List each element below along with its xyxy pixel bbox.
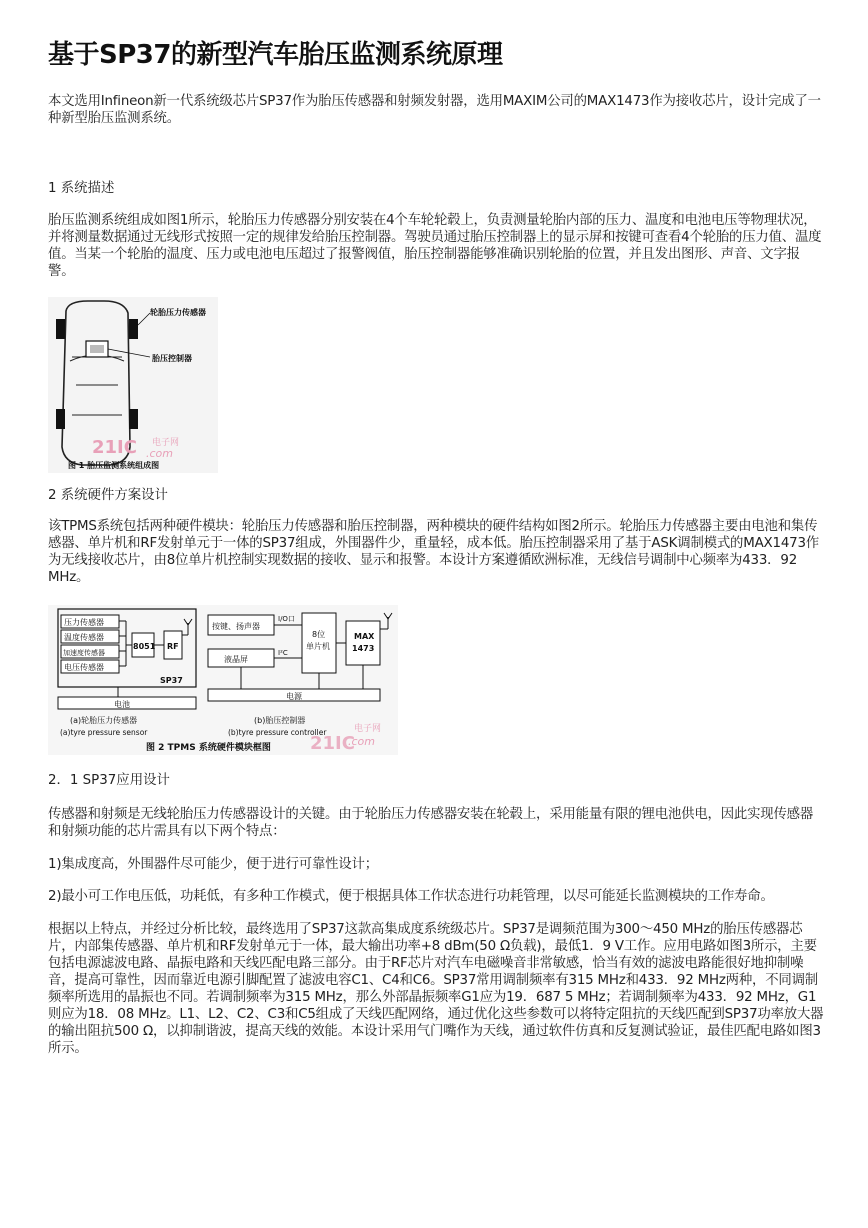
watermark-21ic: 21IC — [92, 437, 137, 458]
section-2-1-paragraph-2: 根据以上特点，并经过分析比较，最终选用了SP37这款高集成度系统级芯片。SP37是调频范围为300～450 MHz的胎压传感器芯片，内部集传感器、单片机和RF发射单元于一体，最大输出功率+8 dBm(50 Ω负载)，最低1．9 V工作。应用电路如图3所示，主要包括电源滤波电路、晶振电路和天线匹配电路三部分。由于RF芯片对汽车电磁噪音非常敏感，恰当有效的滤波电路能很好地抑制噪音，提高可靠性，因而靠近电源引脚配置了滤波电容C1、C4和C6。SP37常用调制频率有315 MHz和433．92 MHz两种，不同调制频率所选用的晶振也不同。若调制频率为315 MHz，那么外部晶振频率G1应为19．687 5 MHz；若调制频率为433．92 MHz，G1则应为18．08 MHz。L1、L2、C2、C3和C5组成了天线匹配网络，通过优化这些参数可以将特定阻抗的天线匹配到SP37功率放大器的输出阻抗500 Ω，以抑制谐波，提高天线的效能。本设计采用气门嘴作为天线，通过软件仿真和反复测试验证，最佳匹配电路如图3所示。 — [48, 922, 824, 1056]
figure-2-caption: 图 2 TPMS 系统硬件模块框图 — [146, 743, 271, 753]
intro-paragraph: 本文选用Infineon新一代系统级芯片SP37作为胎压传感器和射频发射器，选用MAXIM公司的MAX1473作为接收芯片，设计完成了一种新型胎压监测系统。 — [48, 94, 821, 126]
rf-label: RF — [167, 642, 179, 651]
mcu-8051-label: 8051 — [133, 642, 156, 651]
sensor-temperature: 温度传感器 — [64, 633, 104, 642]
max-line2: 1473 — [352, 644, 375, 653]
watermark-cn: 电子网 — [152, 438, 180, 448]
sensor-voltage: 电压传感器 — [64, 663, 104, 672]
sensor-acceleration: 加速度传感器 — [63, 649, 105, 657]
figure-1-diagram — [48, 297, 218, 473]
sensor-pressure: 压力传感器 — [64, 618, 104, 627]
wheel-rear-left — [56, 409, 65, 429]
caption-a-en: (a)tyre pressure sensor — [60, 728, 148, 737]
wheel-rear-right — [129, 409, 138, 429]
sp37-label: SP37 — [160, 676, 183, 685]
label-tire-sensor: 轮胎压力传感器 — [150, 308, 206, 317]
section-1-paragraph: 胎压监测系统组成如图1所示，轮胎压力传感器分别安装在4个车轮轮毂上，负责测量轮胎内部的压力、温度和电池电压等物理状况，并将测量数据通过无线形式按照一定的规律发给胎压控制器。驾驶员通过胎压控制器上的显示屏和按键可查看4个轮胎的压力值、温度值。当某一个轮胎的温度、压力或电池电压超过了报警阀值，胎压控制器能够准确识别轮胎的位置，并且发出图形、声音、文字报警。 — [48, 213, 822, 279]
io-label: I/O口 — [278, 615, 295, 623]
figure-1 — [48, 297, 218, 473]
label-controller: 胎压控制器 — [152, 354, 192, 363]
watermark-cn: 电子网 — [354, 724, 382, 734]
list-item-1: 1)集成度高，外围器件尽可能少，便于进行可靠性设计； — [48, 857, 378, 872]
mcu8-line2: 单片机 — [306, 642, 330, 651]
mcu8-line1: 8位 — [312, 630, 326, 639]
lcd-label: 液晶屏 — [224, 655, 248, 664]
section-2-paragraph: 该TPMS系统包括两种硬件模块：轮胎压力传感器和胎压控制器，两种模块的硬件结构如图2所示。轮胎压力传感器主要由电池和集传感器、单片机和RF发射单元于一体的SP37组成，外围器件少，重量轻，成本低。胎压控制器采用了基于ASK调制模式的MAX1473作为无线接收芯片，由8位单片机控制实现数据的接收、显示和报警。本设计方案遵循欧洲标准，无线信号调制中心频率为433．92 MHz。 — [48, 519, 819, 585]
keys-speaker-label: 按键、扬声器 — [212, 622, 260, 631]
section-1-heading: 1 系统描述 — [48, 181, 115, 196]
caption-b-en: (b)tyre pressure controller — [228, 728, 327, 737]
section-2-heading: 2 系统硬件方案设计 — [48, 488, 168, 503]
page-title: 基于SP37的新型汽车胎压监测系统原理 — [48, 40, 503, 70]
wheel-front-left — [56, 319, 65, 339]
wheel-front-right — [129, 319, 138, 339]
power-label: 电源 — [286, 692, 302, 701]
figure-2 — [48, 605, 398, 755]
caption-b-cn: (b)胎压控制器 — [254, 716, 306, 725]
section-2-1-heading: 2．1 SP37应用设计 — [48, 773, 170, 788]
figure-2-diagram — [48, 605, 398, 755]
figure-1-caption: 图 1 胎压监测系统组成图 — [68, 461, 160, 470]
caption-a-cn: (a)轮胎压力传感器 — [70, 716, 138, 725]
i2c-label: I²C — [278, 649, 288, 657]
watermark-com: .com — [146, 447, 173, 460]
watermark-21ic: 21IC — [310, 733, 355, 754]
battery-label: 电池 — [114, 700, 130, 709]
list-item-2: 2)最小可工作电压低，功耗低，有多种工作模式，便于根据具体工作状态进行功耗管理，以尽可能延长监测模块的工作寿命。 — [48, 889, 774, 904]
max-line1: MAX — [354, 632, 375, 641]
max1473-box — [346, 621, 380, 665]
watermark-com: .com — [348, 735, 375, 748]
section-2-1-paragraph-1: 传感器和射频是无线轮胎压力传感器设计的关键。由于轮胎压力传感器安装在轮毂上，采用能量有限的锂电池供电，因此实现传感器和射频功能的芯片需具有以下两个特点： — [48, 807, 814, 839]
